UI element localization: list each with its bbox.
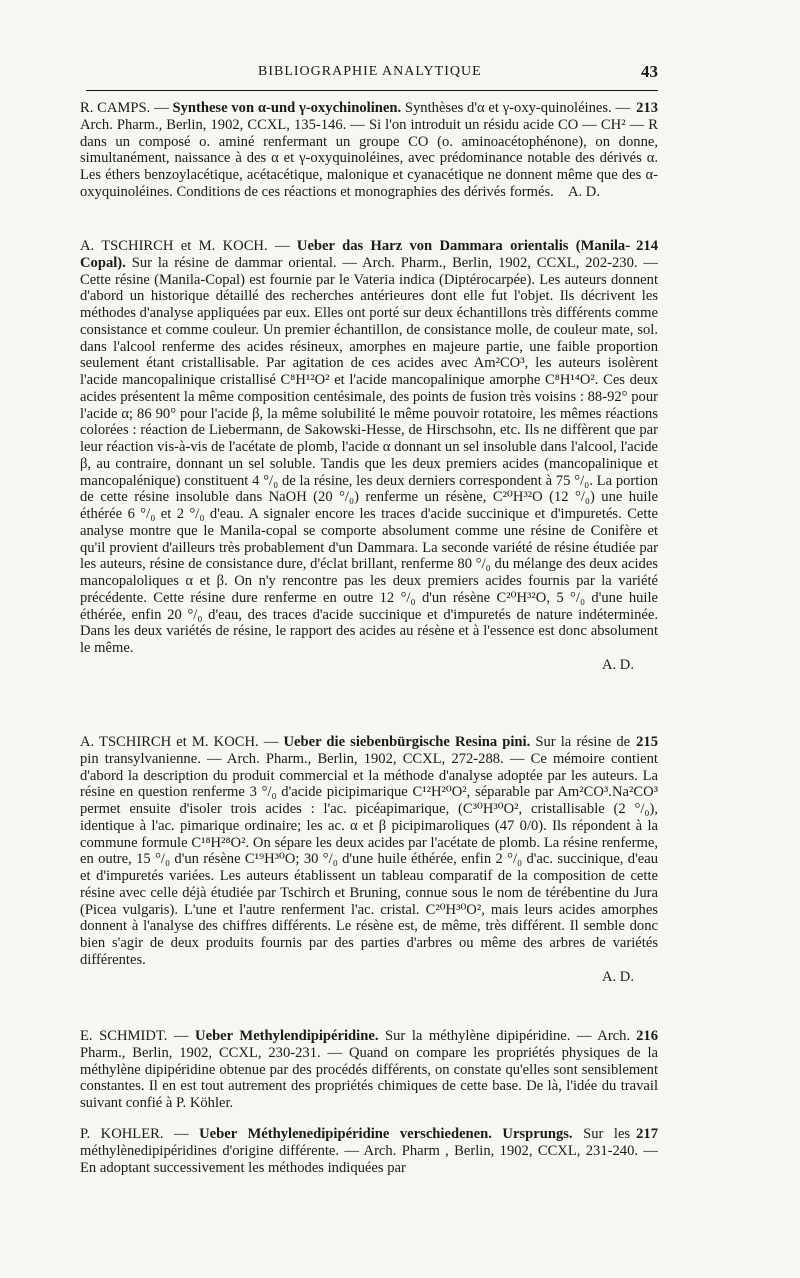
entry-number: 214 bbox=[636, 238, 658, 254]
bibliography-entry-214: 214 A. TSCHIRCH et M. KOCH. — Ueber das Harz von Dammara orientalis (Manila-Copal). Sur la résine de dammar oriental. — Arch. Pharm., Berlin, 1902, CCXL, 202-230. — Cette résine (Manila-Copal) est fournie par le Vateria indica (Diptérocarpée). Les auteurs donnent d'abord un historique détaillé des recherches antérieures dont elle fut l'objet. Ils décrivent les méthodes d'analyse appliquées par eux. Elles ont porté sur deux échantillons très différents comme consistance et comme couleur. Un premier échantillon, de consistance molle, de couleur mate, sol. dans l'alcool renferme des acides résineux, amorphes en majeure partie, une faible proportion seulement étant cristallisable. Par agitation de ces acides avec Am²CO³, les auteurs isolèrent l'acide mancopalinique cristallisé C⁸H¹²O² et l'acide mancopalinique amorphe C⁸H¹⁴O². Ces deux acides présentent la même composition centésimale, des points de fusion très voisins : 88-92° pour l'acide α; 86 90° pour l'acide β, la même solubilité le même pouvoir rotatoire, les mêmes réactions colorées : réaction de Liebermann, de Sakowski-Hesse, de Hirschsohn, etc. Ils ne diffèrent que par leur réaction vis-à-vis de l'acétate de plomb, l'acide α donnant un sel insoluble dans l'alcool, l'acide β, au contraire, donnant un sel soluble. Tandis que les deux premiers acides (mancopalinique et mancopalénique) constituent 4 °/₀ de la résine, les deux derniers correspondent à 75 °/₀. La portion de cette résine insoluble dans NaOH (20 °/₀) renferme un résène, C²⁰H³²O (12 °/₀) une huile éthérée 6 °/₀ et 2 °/₀ d'eau. A signaler encore les traces d'acide succinique et d'impuretés. Cette analyse montre que le Manila-copal se comporte absolument comme une résine de Conifère et qu'il provient d'ailleurs très probablement d'un Dammara. La seconde variété de résine étudiée par les auteurs, résine de consistance dure, d'éclat brillant, renferme 80 °/₀ du mélange des deux acides mancopaloliques α et β. On n'y rencontre pas les deux premiers acides fournis par la variété précédente. Cette résine dure renferme en outre 12 °/₀ d'un résène C²⁰H³²O, 5 °/₀ d'une huile éthérée, enfin 20 °/₀ d'eau, des traces d'acide succinique et d'impuretés de nature indéterminée. Dans les deux variétés de résine, le rapport des acides au résène et à l'essence est donc absolument le même. A. D. bbox=[80, 238, 658, 673]
entry-text: Synthèses d'α et γ-oxy-quinoléines. — Arch. Pharm., Berlin, 1902, CCXL, 135-146. — Si l'on introduit un résidu acide CO — CH² — R dans un composé o. aminé renfermant un groupe CO (o. aminoacétophénone), on donne, simultanément, naissance à des α et γ-oxyquinoléines, avec prédominance notable des dérivés α. Les éthers benzoylacétique, acétacétique, malonique et cyanacétique ne donnent même que des α-oxyquinoléines. Conditions de ces réactions et monographies des dérivés formés. bbox=[80, 100, 658, 200]
entry-title: Ueber Methylendipipéridine. bbox=[195, 1028, 379, 1044]
entry-title: Synthese von α-und γ-oxychinolinen. bbox=[172, 100, 402, 116]
entry-author: R. CAMPS. bbox=[80, 100, 151, 116]
entry-author: P. KOHLER. bbox=[80, 1126, 164, 1142]
entry-title: Ueber Méthylenedipipéridine verschiedenen. Ursprungs. bbox=[199, 1126, 573, 1142]
running-header bbox=[86, 64, 658, 88]
entry-number: 213 bbox=[636, 100, 658, 116]
entry-number: 215 bbox=[636, 734, 658, 750]
entry-number: 217 bbox=[636, 1126, 658, 1142]
entry-title: Ueber die siebenbürgische Resina pini. bbox=[283, 734, 531, 750]
bibliography-entry-213: 213 R. CAMPS. — Synthese von α-und γ-oxychinolinen. Synthèses d'α et γ-oxy-quinoléines. — Arch. Pharm., Berlin, 1902, CCXL, 135-146. — Si l'on introduit un résidu acide CO — CH² — R dans un composé o. aminé renfermant un groupe CO (o. aminoacétophénone), on donne, simultanément, naissance à des α et γ-oxyquinoléines, avec prédominance notable des dérivés α. Les éthers benzoylacétique, acétacétique, malonique et cyanacétique ne donnent même que des α-oxyquinoléines. Conditions de ces réactions et monographies des dérivés formés. A. D. bbox=[80, 100, 658, 200]
page-number: 43 bbox=[641, 62, 658, 81]
bibliography-entry-217: 217 P. KOHLER. — Ueber Méthylenedipipéridine verschiedenen. Ursprungs. Sur les méthylènedipipéridines d'origine différente. — Arch. Pharm , Berlin, 1902, CCXL, 231-240. — En adoptant successivement les méthodes indiquées par bbox=[80, 1126, 658, 1176]
entry-text: Sur la résine de dammar oriental. — Arch. Pharm., Berlin, 1902, CCXL, 202-230. — Cette résine (Manila-Copal) est fournie par le Vateria indica (Diptérocarpée). Les auteurs donnent d'abord un historique détaillé des recherches antérieures dont elle fut l'objet. Ils décrivent les méthodes d'analyse appliquées par eux. Elles ont porté sur deux échantillons très différents comme consistance et comme couleur. Un premier échantillon, de consistance molle, de couleur mate, sol. dans l'alcool renferme des acides résineux, amorphes en majeure partie, une faible proportion seulement étant cristallisable. Par agitation de ces acides avec Am²CO³, les auteurs isolèrent l'acide mancopalinique cristallisé C⁸H¹²O² et l'acide mancopalinique amorphe C⁸H¹⁴O². Ces deux acides présentent la même composition centésimale, des points de fusion très voisins : 88-92° pour l'acide α; 86 90° pour l'acide β, la même solubilité le même pouvoir rotatoire, les mêmes réactions colorées : réaction de Liebermann, de Sakowski-Hesse, de Hirschsohn, etc. Ils ne diffèrent que par leur réaction vis-à-vis de l'acétate de plomb, l'acide α donnant un sel insoluble dans l'alcool, l'acide β, au contraire, donnant un sel soluble. Tandis que les deux premiers acides (mancopalinique et mancopalénique) constituent 4 °/₀ de la résine, les deux derniers correspondent à 75 °/₀. La portion de cette résine insoluble dans NaOH (20 °/₀) renferme un résène, C²⁰H³²O (12 °/₀) une huile éthérée 6 °/₀ et 2 °/₀ d'eau. A signaler encore les traces d'acide succinique et d'impuretés. Cette analyse montre que le Manila-copal se comporte absolument comme une résine de Conifère et qu'il provient d'ailleurs très probablement d'un Dammara. La seconde variété de résine étudiée par les auteurs, résine de consistance dure, d'éclat brillant, renferme 80 °/₀ du mélange des deux acides mancopaloliques α et β. On n'y rencontre pas les deux premiers acides fournis par la variété précédente. Cette résine dure renferme en outre 12 °/₀ d'un résène C²⁰H³²O, 5 °/₀ d'une huile éthérée, enfin 20 °/₀ d'eau, des traces d'acide succinique et d'impuretés de nature indéterminée. Dans les deux variétés de résine, le rapport des acides au résène et à l'essence est donc absolument le même. bbox=[80, 254, 658, 656]
entry-author: A. TSCHIRCH et M. KOCH. bbox=[80, 238, 268, 254]
entry-number: 216 bbox=[636, 1028, 658, 1044]
entry-text: Sur les méthylènedipipéridines d'origine différente. — Arch. Pharm , Berlin, 1902, CCXL, 231-240. — En adoptant successivement les méthodes indiquées par bbox=[80, 1126, 658, 1176]
entry-author: A. TSCHIRCH et M. KOCH. bbox=[80, 734, 259, 750]
entry-title: Ueber das Harz von Dammara orientalis (Manila-Copal). bbox=[80, 238, 631, 271]
entry-signature: A. D. bbox=[601, 968, 634, 985]
entry-author: E. SCHMIDT. bbox=[80, 1028, 168, 1044]
bibliography-entry-215: 215 A. TSCHIRCH et M. KOCH. — Ueber die siebenbürgische Resina pini. Sur la résine de pin transylvanienne. — Arch. Pharm., Berlin, 1902, CCXL, 272-288. — Ce mémoire contient d'abord la description du produit commercial et la méthode d'analyse adoptée par les auteurs. La résine en question renferme 3 °/₀ d'acide picipimarique C¹²H²⁰O², séparable par Am²CO³.Na²CO³ permet ensuite d'isoler trois acides : l'ac. picéapimarique, (C³⁰H³⁰O², cristallisable (2 °/₀), identique à l'ac. pimarique ordinaire; les ac. α et β picipimaroliques (47 0/0). Ils répondent à la commune formule C¹⁸H²⁸O². On sépare les deux acides par l'acétate de plomb. La résine renferme, en outre, 15 °/₀ d'un résène C¹⁹H³⁰O; 30 °/₀ d'une huile éthérée, enfin 2 °/₀ d'ac. succinique, d'eau et d'impuretés variées. Les auteurs établissent un tableau comparatif de la composition de cette résine avec celle déjà étudiée par Tschirch et Bruning, connue sous le nom de térébentine du Jura (Picea vulgaris). L'une et l'autre renferment l'ac. cristal. C²⁰H³⁰O², mais leurs acides amorphes donnent à l'analyse des chiffres différents. Le résène est, de même, très différent. Il semble donc bien s'agir de deux produits fournis par des parties d'arbres ou même des arbres de variétés différentes. A. D. bbox=[80, 734, 658, 985]
entry-text: Sur la résine de pin transylvanienne. — Arch. Pharm., Berlin, 1902, CCXL, 272-288. — Ce mémoire contient d'abord la description du produit commercial et la méthode d'analyse adoptée par les auteurs. La résine en question renferme 3 °/₀ d'acide picipimarique C¹²H²⁰O², séparable par Am²CO³.Na²CO³ permet ensuite d'isoler trois acides : l'ac. picéapimarique, (C³⁰H³⁰O², cristallisable (2 °/₀), identique à l'ac. pimarique ordinaire; les ac. α et β picipimaroliques (47 0/0). Ils répondent à la commune formule C¹⁸H²⁸O². On sépare les deux acides par l'acétate de plomb. La résine renferme, en outre, 15 °/₀ d'un résène C¹⁹H³⁰O; 30 °/₀ d'une huile éthérée, enfin 2 °/₀ d'ac. succinique, d'eau et d'impuretés variées. Les auteurs établissent un tableau comparatif de la composition de cette résine avec celle déjà étudiée par Tschirch et Bruning, connue sous le nom de térébentine du Jura (Picea vulgaris). L'une et l'autre renferment l'ac. cristal. C²⁰H³⁰O², mais leurs acides amorphes donnent à l'analyse des chiffres différents. Le résène est, de même, très différent. Il semble donc bien s'agir de deux produits fournis par des parties d'arbres ou même des arbres de variétés différentes. bbox=[80, 734, 658, 968]
entry-signature: A. D. bbox=[567, 183, 600, 200]
header-title: BIBLIOGRAPHIE ANALYTIQUE bbox=[258, 64, 482, 79]
bibliography-entry-216: 216 E. SCHMIDT. — Ueber Methylendipipéridine. Sur la méthylène dipipéridine. — Arch. Pharm., Berlin, 1902, CCXL, 230-231. — Quand on compare les propriétés physiques de la méthylène dipipéridine obtenue par des procédés différents, on constate qu'elles sont sensiblement constantes. Il en est tout autrement des propriétés chimiques de cette base. De là, l'idée du travail suivant confié à P. Köhler. bbox=[80, 1028, 658, 1111]
entry-signature: A. D. bbox=[601, 656, 634, 673]
header-rule bbox=[86, 90, 658, 91]
entry-text: Sur la méthylène dipipéridine. — Arch. Pharm., Berlin, 1902, CCXL, 230-231. — Quand on compare les propriétés physiques de la méthylène dipipéridine obtenue par des procédés différents, on constate qu'elles sont sensiblement constantes. Il en est tout autrement des propriétés chimiques de cette base. De là, l'idée du travail suivant confié à P. Köhler. bbox=[80, 1028, 658, 1111]
